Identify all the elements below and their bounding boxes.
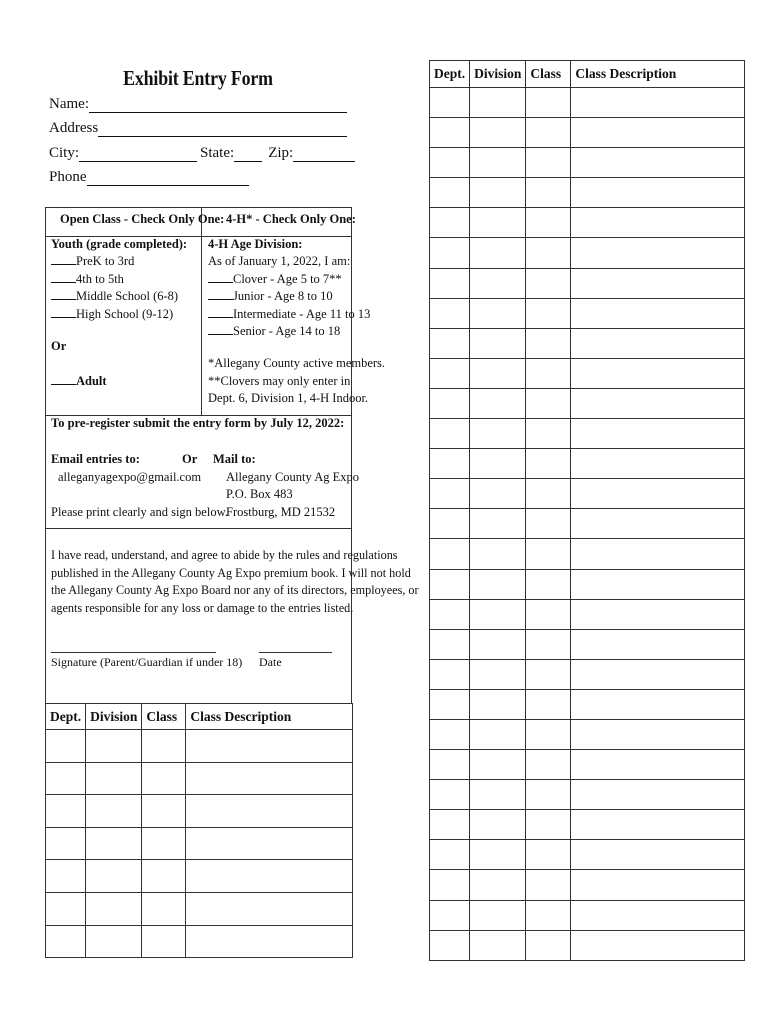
right-cell-division[interactable]: [470, 238, 526, 268]
right-cell-division[interactable]: [470, 930, 526, 960]
right-cell-class[interactable]: [526, 689, 571, 719]
print-note: Please print clearly and sign below.: [51, 505, 228, 519]
left-cell-dept[interactable]: [46, 730, 86, 763]
right-cell-division[interactable]: [470, 750, 526, 780]
left-cell-dept[interactable]: [46, 892, 86, 925]
right-cell-description[interactable]: [571, 599, 745, 629]
right-cell-class[interactable]: [526, 358, 571, 388]
right-cell-description[interactable]: [571, 208, 745, 238]
right-table-row: [430, 358, 745, 388]
right-cell-class[interactable]: [526, 268, 571, 298]
right-table-row: [430, 539, 745, 569]
left-cell-division[interactable]: [86, 795, 142, 828]
agreement-line-1: I have read, understand, and agree to abide by the rules and regulations: [51, 548, 398, 562]
right-table-row: [430, 208, 745, 238]
fourh-note-1: *Allegany County active members.: [208, 356, 386, 370]
agreement-line-2: published in the Allegany County Ag Expo premium book. I will not hold: [51, 566, 411, 580]
youth-option-2[interactable]: 4th to 5th: [51, 271, 124, 289]
right-table-row: [430, 750, 745, 780]
city-row: [49, 145, 355, 162]
right-cell-dept[interactable]: [430, 479, 470, 509]
right-header-description: Class Description: [571, 61, 745, 88]
right-cell-dept[interactable]: [430, 268, 470, 298]
right-cell-class[interactable]: [526, 659, 571, 689]
right-cell-description[interactable]: [571, 539, 745, 569]
left-cell-dept[interactable]: [46, 925, 86, 958]
right-cell-class[interactable]: [526, 840, 571, 870]
left-cell-class[interactable]: [142, 795, 186, 828]
zip-label: Zip:: [268, 145, 294, 161]
email-entries-label: Email entries to:: [51, 452, 140, 466]
right-cell-dept[interactable]: [430, 750, 470, 780]
date-label: Date: [259, 655, 282, 669]
right-table-row: [430, 719, 745, 749]
right-cell-description[interactable]: [571, 358, 745, 388]
right-cell-description[interactable]: [571, 328, 745, 358]
right-cell-division[interactable]: [470, 88, 526, 118]
right-cell-class[interactable]: [526, 930, 571, 960]
left-table-row: [46, 925, 353, 958]
left-cell-division[interactable]: [86, 925, 142, 958]
right-cell-division[interactable]: [470, 719, 526, 749]
right-cell-description[interactable]: [571, 479, 745, 509]
left-cell-division[interactable]: [86, 762, 142, 795]
phone-row: [49, 169, 249, 186]
prereg-bottom-line: [46, 528, 351, 529]
right-cell-dept[interactable]: [430, 88, 470, 118]
right-cell-division[interactable]: [470, 569, 526, 599]
right-cell-division[interactable]: [470, 780, 526, 810]
right-cell-description[interactable]: [571, 719, 745, 749]
right-cell-division[interactable]: [470, 539, 526, 569]
right-cell-dept[interactable]: [430, 539, 470, 569]
right-cell-class[interactable]: [526, 509, 571, 539]
right-cell-division[interactable]: [470, 810, 526, 840]
name-row: [49, 96, 347, 113]
zip-field[interactable]: [293, 147, 355, 162]
fourh-option-4[interactable]: Senior - Age 14 to 18: [208, 323, 340, 341]
right-table-row: [430, 509, 745, 539]
left-header-dept: Dept.: [46, 704, 86, 730]
right-cell-class[interactable]: [526, 539, 571, 569]
right-cell-description[interactable]: [571, 509, 745, 539]
mail-line-1: Allegany County Ag Expo: [226, 470, 359, 484]
city-field[interactable]: [79, 147, 197, 162]
youth-label: Youth (grade completed):: [51, 237, 188, 251]
right-cell-dept[interactable]: [430, 629, 470, 659]
left-table-header-row: [46, 704, 353, 730]
right-cell-description[interactable]: [571, 689, 745, 719]
left-cell-description[interactable]: [186, 892, 353, 925]
right-cell-dept[interactable]: [430, 358, 470, 388]
right-cell-dept[interactable]: [430, 689, 470, 719]
right-table-row: [430, 388, 745, 418]
form-title: Exhibit Entry Form: [123, 66, 273, 90]
right-cell-dept[interactable]: [430, 328, 470, 358]
right-cell-dept[interactable]: [430, 118, 470, 148]
right-cell-division[interactable]: [470, 178, 526, 208]
right-cell-dept[interactable]: [430, 810, 470, 840]
right-cell-division[interactable]: [470, 358, 526, 388]
right-table-row: [430, 569, 745, 599]
right-header-dept: Dept.: [430, 61, 470, 88]
right-cell-description[interactable]: [571, 780, 745, 810]
left-cell-division[interactable]: [86, 860, 142, 893]
right-cell-division[interactable]: [470, 328, 526, 358]
left-cell-division[interactable]: [86, 730, 142, 763]
right-cell-description[interactable]: [571, 569, 745, 599]
right-cell-class[interactable]: [526, 780, 571, 810]
fourh-option-2[interactable]: Junior - Age 8 to 10: [208, 288, 333, 306]
right-cell-division[interactable]: [470, 840, 526, 870]
right-table-row: [430, 810, 745, 840]
fourh-age-division-label: 4-H Age Division:: [208, 237, 303, 251]
signature-label: Signature (Parent/Guardian if under 18): [51, 655, 243, 669]
open-class-header: Open Class - Check Only One:: [60, 212, 225, 226]
right-header-division: Division: [470, 61, 526, 88]
right-cell-description[interactable]: [571, 178, 745, 208]
right-cell-class[interactable]: [526, 870, 571, 900]
right-cell-division[interactable]: [470, 268, 526, 298]
left-cell-class[interactable]: [142, 762, 186, 795]
youth-option-1[interactable]: PreK to 3rd: [51, 253, 134, 271]
right-cell-description[interactable]: [571, 629, 745, 659]
right-cell-division[interactable]: [470, 148, 526, 178]
right-cell-description[interactable]: [571, 810, 745, 840]
right-cell-dept[interactable]: [430, 388, 470, 418]
right-table-row: [430, 148, 745, 178]
address-field[interactable]: [98, 122, 347, 137]
state-label: State:: [200, 145, 235, 161]
left-cell-dept[interactable]: [46, 762, 86, 795]
right-cell-description[interactable]: [571, 900, 745, 930]
right-cell-class[interactable]: [526, 629, 571, 659]
right-table-row: [430, 930, 745, 960]
left-cell-dept[interactable]: [46, 827, 86, 860]
right-cell-description[interactable]: [571, 148, 745, 178]
right-table-row: [430, 449, 745, 479]
right-cell-dept[interactable]: [430, 569, 470, 599]
right-cell-class[interactable]: [526, 238, 571, 268]
right-cell-division[interactable]: [470, 900, 526, 930]
right-cell-dept[interactable]: [430, 449, 470, 479]
fourh-as-of: As of January 1, 2022, I am:: [208, 254, 351, 268]
right-cell-class[interactable]: [526, 900, 571, 930]
right-table-row: [430, 178, 745, 208]
right-cell-dept[interactable]: [430, 780, 470, 810]
left-cell-description[interactable]: [186, 762, 353, 795]
left-cell-division[interactable]: [86, 827, 142, 860]
right-cell-description[interactable]: [571, 238, 745, 268]
right-cell-dept[interactable]: [430, 178, 470, 208]
left-cell-description[interactable]: [186, 860, 353, 893]
left-table-row: [46, 827, 353, 860]
preregister-text: To pre-register submit the entry form by July 12, 2022:: [51, 416, 345, 430]
right-table-header-row: [430, 61, 745, 88]
fourh-header: 4-H* - Check Only One:: [226, 212, 356, 226]
right-cell-dept[interactable]: [430, 840, 470, 870]
right-cell-description[interactable]: [571, 268, 745, 298]
adult-option[interactable]: Adult: [51, 373, 107, 391]
right-table-row: [430, 599, 745, 629]
right-cell-description[interactable]: [571, 449, 745, 479]
right-cell-description[interactable]: [571, 840, 745, 870]
left-cell-dept[interactable]: [46, 795, 86, 828]
right-cell-division[interactable]: [470, 388, 526, 418]
left-cell-description[interactable]: [186, 925, 353, 958]
right-entries-table: [429, 60, 745, 961]
left-header-division: Division: [86, 704, 142, 730]
right-cell-division[interactable]: [470, 629, 526, 659]
right-cell-division[interactable]: [470, 118, 526, 148]
right-cell-class[interactable]: [526, 810, 571, 840]
mail-line-3: Frostburg, MD 21532: [226, 505, 336, 519]
left-header-description: Class Description: [186, 704, 353, 730]
right-cell-dept[interactable]: [430, 148, 470, 178]
right-cell-dept[interactable]: [430, 298, 470, 328]
right-table-row: [430, 659, 745, 689]
right-cell-division[interactable]: [470, 870, 526, 900]
right-cell-class[interactable]: [526, 328, 571, 358]
right-cell-description[interactable]: [571, 750, 745, 780]
mail-line-2: P.O. Box 483: [226, 487, 293, 501]
prereg-or-label: Or: [182, 452, 198, 466]
youth-option-3[interactable]: Middle School (6-8): [51, 288, 178, 306]
state-field[interactable]: [234, 147, 262, 162]
agreement-line-3: the Allegany County Ag Expo Board nor any of its directors, employees, or: [51, 583, 419, 597]
or-label: Or: [51, 339, 67, 353]
phone-label: Phone: [49, 169, 87, 185]
signature-field[interactable]: [51, 652, 216, 653]
right-cell-description[interactable]: [571, 298, 745, 328]
left-header-class: Class: [142, 704, 186, 730]
right-cell-class[interactable]: [526, 208, 571, 238]
right-cell-division[interactable]: [470, 599, 526, 629]
right-cell-division[interactable]: [470, 689, 526, 719]
right-cell-description[interactable]: [571, 659, 745, 689]
name-label: Name:: [49, 96, 89, 112]
address-label: Address: [49, 120, 99, 136]
fourh-option-3[interactable]: Intermediate - Age 11 to 13: [208, 306, 370, 324]
right-table-row: [430, 238, 745, 268]
name-field[interactable]: [89, 98, 347, 113]
right-cell-class[interactable]: [526, 569, 571, 599]
right-table-row: [430, 268, 745, 298]
phone-field[interactable]: [87, 171, 249, 186]
fourh-option-1[interactable]: Clover - Age 5 to 7**: [208, 271, 342, 289]
entry-options-box: [45, 207, 419, 704]
left-cell-class[interactable]: [142, 730, 186, 763]
right-cell-division[interactable]: [470, 208, 526, 238]
right-table-row: [430, 870, 745, 900]
right-cell-class[interactable]: [526, 88, 571, 118]
right-cell-dept[interactable]: [430, 509, 470, 539]
youth-option-4[interactable]: High School (9-12): [51, 306, 173, 324]
right-cell-division[interactable]: [470, 298, 526, 328]
right-cell-division[interactable]: [470, 419, 526, 449]
right-cell-division[interactable]: [470, 479, 526, 509]
right-cell-dept[interactable]: [430, 930, 470, 960]
right-cell-description[interactable]: [571, 388, 745, 418]
options-divider: [201, 208, 202, 415]
left-entries-table: [45, 703, 353, 958]
right-cell-division[interactable]: [470, 659, 526, 689]
left-cell-class[interactable]: [142, 925, 186, 958]
right-cell-dept[interactable]: [430, 719, 470, 749]
right-cell-division[interactable]: [470, 449, 526, 479]
mail-to-label: Mail to:: [213, 452, 256, 466]
right-cell-class[interactable]: [526, 719, 571, 749]
right-cell-dept[interactable]: [430, 208, 470, 238]
right-cell-dept[interactable]: [430, 599, 470, 629]
right-cell-class[interactable]: [526, 118, 571, 148]
right-cell-description[interactable]: [571, 930, 745, 960]
left-table-row: [46, 762, 353, 795]
right-cell-class[interactable]: [526, 599, 571, 629]
right-table-row: [430, 298, 745, 328]
right-table-row: [430, 840, 745, 870]
left-table-row: [46, 730, 353, 763]
right-cell-class[interactable]: [526, 148, 571, 178]
right-cell-dept[interactable]: [430, 419, 470, 449]
right-cell-class[interactable]: [526, 298, 571, 328]
city-label: City:: [49, 145, 80, 161]
right-table-row: [430, 118, 745, 148]
address-row: [49, 120, 347, 137]
right-cell-description[interactable]: [571, 118, 745, 148]
right-cell-description[interactable]: [571, 870, 745, 900]
left-table-row: [46, 795, 353, 828]
right-table-row: [430, 900, 745, 930]
left-table-row: [46, 860, 353, 893]
right-table-row: [430, 479, 745, 509]
right-table-row: [430, 88, 745, 118]
right-cell-dept[interactable]: [430, 238, 470, 268]
left-cell-class[interactable]: [142, 892, 186, 925]
right-cell-class[interactable]: [526, 178, 571, 208]
right-cell-dept[interactable]: [430, 900, 470, 930]
right-cell-class[interactable]: [526, 388, 571, 418]
right-cell-class[interactable]: [526, 449, 571, 479]
left-cell-description[interactable]: [186, 827, 353, 860]
date-field[interactable]: [259, 652, 332, 653]
right-cell-class[interactable]: [526, 750, 571, 780]
left-cell-dept[interactable]: [46, 860, 86, 893]
email-address: alleganyagexpo@gmail.com: [58, 470, 202, 484]
right-cell-dept[interactable]: [430, 870, 470, 900]
right-table-row: [430, 629, 745, 659]
left-cell-class[interactable]: [142, 827, 186, 860]
right-cell-class[interactable]: [526, 419, 571, 449]
right-cell-description[interactable]: [571, 88, 745, 118]
right-cell-dept[interactable]: [430, 659, 470, 689]
right-cell-division[interactable]: [470, 509, 526, 539]
right-cell-description[interactable]: [571, 419, 745, 449]
fourh-note-3: Dept. 6, Division 1, 4-H Indoor.: [208, 391, 369, 405]
right-table-row: [430, 419, 745, 449]
right-table-row: [430, 780, 745, 810]
fourh-note-2: **Clovers may only enter in: [208, 374, 351, 388]
left-table-row: [46, 892, 353, 925]
left-cell-class[interactable]: [142, 860, 186, 893]
right-table-row: [430, 689, 745, 719]
right-cell-class[interactable]: [526, 479, 571, 509]
left-cell-description[interactable]: [186, 795, 353, 828]
right-table-row: [430, 328, 745, 358]
left-cell-division[interactable]: [86, 892, 142, 925]
left-cell-description[interactable]: [186, 730, 353, 763]
agreement-line-4: agents responsible for any loss or damage to the entries listed.: [51, 601, 354, 615]
right-header-class: Class: [526, 61, 571, 88]
